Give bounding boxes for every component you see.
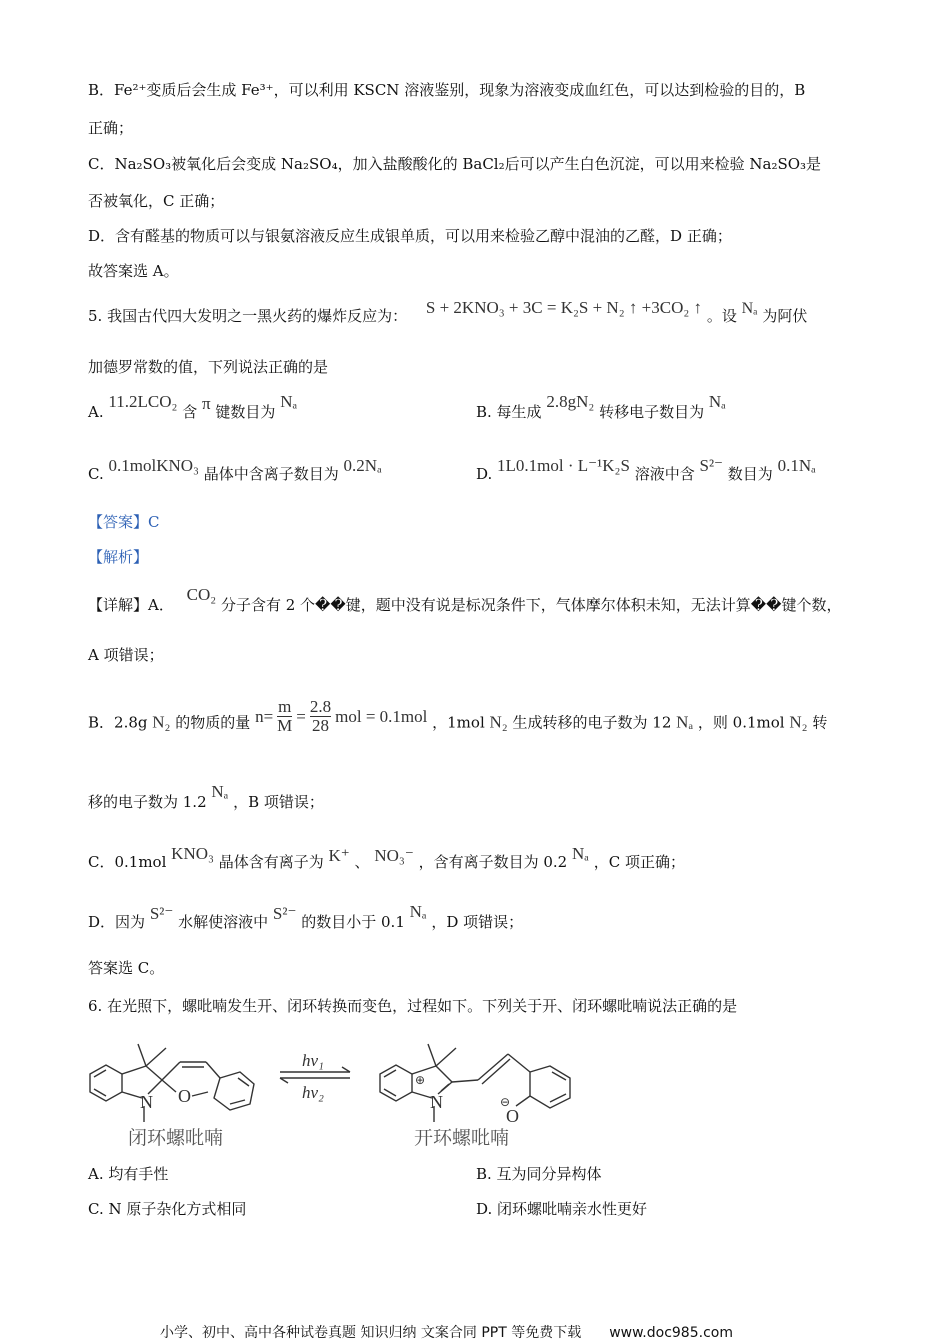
option-b-label: B. 每生成 [476, 403, 542, 421]
hv1-label: hν₁ [302, 1051, 324, 1070]
nitrogen-atom: N [430, 1092, 443, 1112]
fraction-values [310, 698, 331, 735]
q6-option-d: D. 闭环螺吡喃亲水性更好 [476, 1200, 648, 1218]
explanation-c-line1: C．Na₂SO₃被氧化后会变成 Na₂SO₄，加入盐酸酸化的 BaCl₂后可以产生白色沉淀，可以用来检验 Na₂SO₃是 [88, 155, 822, 173]
sulfide-ion: S²⁻ [272, 904, 297, 923]
benzene-ring [214, 1072, 254, 1110]
q5-stem-line1 [88, 298, 808, 327]
analysis-tag: 【解析】 [88, 548, 149, 566]
q6-stem: 6. 在光照下，螺吡喃发生开、闭环转换而变色，过程如下。下列关于开、闭环螺吡喃说法正确的是 [88, 997, 738, 1015]
option-d-text: 溶液中含 [634, 465, 695, 483]
q5-stem-text-c: 为阿伏 [762, 307, 808, 325]
option-a-text: 含 [182, 403, 198, 421]
option-c-label: C. [88, 465, 104, 483]
option-c-formula: 0.1molKNO₃ [108, 456, 199, 475]
explain-c-text2: ，含有离子数目为 0.2 [418, 853, 568, 871]
q5-equation: S + 2KNO₃ + 3C = K₂S + N₂ ↑ +3CO₂ ↑ [425, 298, 703, 317]
option-d-text2: 数目为 [727, 465, 773, 483]
option-c-value: 0.2Nₐ [343, 456, 382, 475]
explain-b-text3: 生成转移的电子数为 12 [512, 713, 672, 732]
oxygen-atom: O [506, 1106, 519, 1126]
fraction-numerator: 2.8 [309, 697, 332, 716]
q5-stem-text-b: 。设 [706, 307, 737, 325]
mole-formula: n= $\frac{m}{M}$ = $\frac{2.8}{28}$ mol = 0.1mol [255, 697, 428, 735]
explain-a-text: 分子含有 2 个��键，题中没有说是标况条件下，气体摩尔体积未知，无法计算��键个数， [220, 596, 842, 614]
q5-option-c [88, 456, 382, 484]
explain-b-line1 [88, 697, 828, 741]
explain-a-prefix: 【详解】A． [88, 596, 174, 614]
formula-right: mol = 0.1mol [335, 706, 428, 726]
explanation-b-line2: 正确； [88, 119, 134, 137]
explain-b-text4: ，则 0.1mol [697, 713, 785, 732]
option-d-ion: S²⁻ [699, 456, 724, 475]
separator: 、 [354, 853, 370, 871]
option-b-na: Nₐ [708, 392, 726, 411]
explain-a-line1 [88, 585, 842, 615]
fraction-numerator: m [278, 697, 292, 716]
q5-final-answer: 答案选 C。 [88, 959, 165, 977]
fraction-denominator: M [277, 716, 293, 735]
q5-stem-line2: 加德罗常数的值，下列说法正确的是 [88, 358, 329, 376]
explain-c-text: 晶体含有离子为 [218, 853, 324, 871]
explain-a-line2: A 项错误； [88, 646, 164, 664]
na-symbol: Nₐ [211, 782, 229, 801]
q6-option-b: B. 互为同分异构体 [476, 1165, 602, 1183]
explanation-b-line1: B．Fe²⁺变质后会生成 Fe³⁺，可以利用 KSCN 溶液鉴别，现象为溶液变成血红色，可以达到检验的目的，B [88, 81, 806, 99]
kno3-formula: KNO₃ [171, 844, 214, 863]
na-symbol: Nₐ [572, 844, 589, 863]
explain-b-text6: 移的电子数为 1.2 [88, 793, 207, 811]
n2-formula: N₂ [489, 712, 508, 732]
explain-d-text3: ，D 项错误； [431, 913, 524, 931]
q5-na-symbol: Nₐ [741, 300, 758, 317]
oxygen-atom: O [178, 1086, 191, 1106]
q5-option-b [476, 392, 726, 422]
formula-left: n= [255, 706, 274, 726]
option-d-label: D. [476, 465, 493, 483]
explain-b-text: 的物质的量 [175, 713, 251, 732]
minus-charge: ⊖ [500, 1095, 511, 1109]
pi-symbol: π [202, 394, 211, 413]
explain-d-text2: 的数目小于 0.1 [301, 913, 405, 931]
explanation-c-line2: 否被氧化，C 正确； [88, 192, 225, 210]
n2-formula: N₂ [152, 712, 171, 732]
explain-c-prefix: C．0.1mol [88, 853, 167, 871]
na-symbol: Nₐ [409, 902, 427, 921]
option-b-formula: 2.8gN₂ [546, 392, 595, 411]
n2-formula: N₂ [789, 712, 808, 732]
q5-stem-text: 5. 我国古代四大发明之一黑火药的爆炸反应为： [88, 307, 408, 325]
option-a-formula: 11.2LCO₂ [108, 392, 178, 411]
option-a-label: A. [88, 403, 104, 421]
option-b-text: 转移电子数目为 [599, 403, 705, 421]
option-d-value: 0.1Nₐ [777, 456, 816, 475]
plus-charge: ⊕ [415, 1073, 426, 1087]
k-ion: K⁺ [328, 846, 350, 865]
co2-formula: CO₂ [186, 585, 217, 604]
explain-c-text3: ，C 项正确； [593, 853, 685, 871]
na-symbol: Nₐ [676, 712, 694, 732]
explain-d-prefix: D．因为 [88, 913, 146, 931]
fraction-denominator: 28 [310, 716, 331, 735]
option-a-na: Nₐ [280, 392, 298, 411]
explain-d-text: 水解使溶液中 [178, 913, 269, 931]
q6-option-c: C. N 原子杂化方式相同 [88, 1200, 247, 1218]
no3-ion: NO₃⁻ [374, 846, 414, 865]
answer-tag: 【答案】C [88, 513, 160, 531]
nitrogen-atom: N [140, 1092, 153, 1112]
explain-b-text2: ，1mol [432, 713, 485, 732]
fraction-mass [277, 698, 292, 735]
option-d-formula: 1L0.1mol · L⁻¹K₂S [497, 456, 630, 475]
option-a-text2: 键数目为 [215, 403, 276, 421]
option-c-text: 晶体中含离子数目为 [203, 465, 339, 483]
page-footer: 小学、初中、高中各种试卷真题 知识归纳 文案合同 PPT 等免费下载 www.doc985.com [160, 1325, 733, 1341]
explain-b-text7: ，B 项错误； [233, 793, 324, 811]
explain-b-line2 [88, 782, 324, 812]
explain-b-text5: 转 [812, 713, 828, 732]
open-form-label: 开环螺吡喃 [414, 1127, 510, 1149]
previous-answer: 故答案选 A。 [88, 262, 179, 280]
hv2-label: hν₂ [302, 1083, 324, 1102]
sulfide-ion: S²⁻ [149, 904, 174, 923]
q5-option-a [88, 392, 298, 422]
explain-b-prefix: B．2.8g [88, 713, 148, 732]
q5-option-d [476, 456, 816, 484]
closed-form-label: 闭环螺吡喃 [128, 1127, 224, 1149]
explanation-d-line: D．含有醛基的物质可以与银氨溶液反应生成银单质，可以用来检验乙醇中混油的乙醛，D 正确； [88, 227, 732, 245]
q6-option-a: A. 均有手性 [88, 1165, 169, 1183]
explain-c-line [88, 844, 685, 872]
explain-d-line [88, 902, 524, 932]
